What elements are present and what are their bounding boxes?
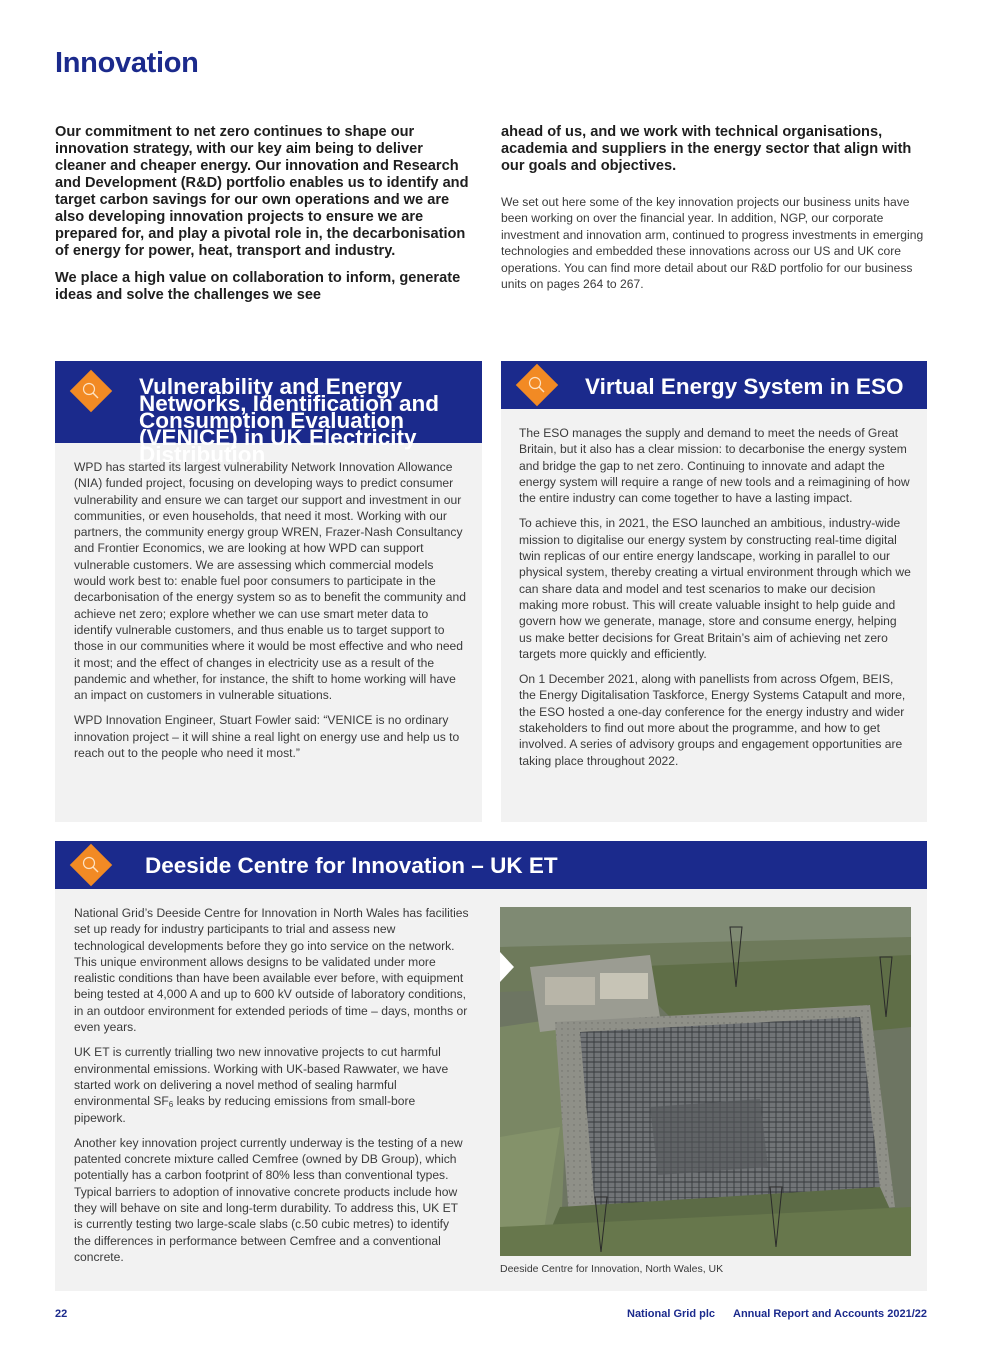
- page-number: 22: [55, 1308, 68, 1320]
- magnifier-icon: [69, 369, 113, 413]
- subscript-six: 6: [168, 1100, 174, 1110]
- venice-paragraph-2: WPD Innovation Engineer, Stuart Fowler said: “VENICE is no ordinary innovation project – it will shine a real light on energy use and help us to reach out to the people who need it most.”: [74, 713, 460, 761]
- eso-card-body: [519, 425, 911, 769]
- intro-lead-continuation: ahead of us, and we work with technical organisations, academia and suppliers in the energy sector that align with our goals and objectives.: [501, 124, 912, 174]
- photo-caption: Deeside Centre for Innovation, North Wales, UK: [500, 1263, 724, 1275]
- venice-card-title: Vulnerability and Energy Networks, Identification and Consumption Evaluation (VENICE) in UK Electricity Distribution: [139, 374, 440, 467]
- deeside-card-title: Deeside Centre for Innovation – UK ET: [145, 853, 558, 878]
- intro-right-column: [501, 124, 931, 292]
- deeside-paragraph-2-start: UK ET is currently trialling two new innovative projects to cut harmful environmental emissions. Working with UK-based Rawwater, we have started work on delivering a novel method of sealing harmful environmental SF: [74, 1045, 449, 1109]
- magnifier-icon: [515, 363, 559, 407]
- venice-card-header: [55, 361, 482, 467]
- footer-report-title: Annual Report and Accounts 2021/22: [733, 1308, 927, 1320]
- eso-paragraph-1: The ESO manages the supply and demand to meet the needs of Great Britain, but it also has a clear mission: to decarbonise the energy system and bridge the gap to net zero. Continuing to innovate and adapt the energy system will require a range of new tools and a reimagining of how the entire industry can come together to have a lasting impact.: [519, 426, 910, 506]
- footer-company: National Grid plc: [627, 1308, 716, 1320]
- eso-paragraph-3: On 1 December 2021, along with panellists from across Ofgem, BEIS, the Energy Digitalisation Taskforce, Energy Systems Catapult and more, the ESO hosted a one-day conference for the energy industry and wider stakeholders to find out more about the programme, and how to get involved. A series of advisory groups and engagement opportunities are taking place throughout 2022.: [519, 672, 906, 768]
- eso-paragraph-2: To achieve this, in 2021, the ESO launched an ambitious, industry-wide mission to digitalise our energy system by constructing real-time digital twin replicas of our entire energy landscape, working in parallel to our physical system, thereby creating a virtual environment through which we can share data and model and test scenarios to make our decision making more robust. This will create valuable insight to help guide and govern how we generate, manage, store and consume energy, helping us make better decisions for Great Britain’s aim of achieving net zero targets more quickly and efficiently.: [519, 516, 911, 661]
- intro-body-paragraph: We set out here some of the key innovation projects our business units have been working on over the financial year. In addition, NGP, our corporate investment and innovation arm, continued to progress investments in emerging technologies and embedded these innovations across our US and UK core operations. You can find more detail about our R&D portfolio for our business units on pages 264 to 267.: [501, 195, 924, 292]
- eso-card: [501, 361, 927, 822]
- eso-card-header: [501, 361, 927, 409]
- intro-left-column: [55, 124, 475, 304]
- deeside-aerial-photo: [500, 907, 911, 1256]
- intro-lead-paragraph: Our commitment to net zero continues to shape our innovation strategy, with our key aim being to deliver cleaner and cheaper energy. Our innovation and Research and Development (R&D) portfolio enables us to identify and target carbon savings for our own operations and we are also developing innovation projects to ensure we are prepared for, and play a pivotal role in, the decarbonisation of energy for power, heat, transport and industry.: [55, 124, 469, 259]
- intro-lead-paragraph-2: We place a high value on collaboration to inform, generate ideas and solve the challenges we see: [55, 270, 461, 303]
- eso-card-title: Virtual Energy System in ESO: [585, 374, 904, 399]
- magnifier-icon: [69, 843, 113, 887]
- deeside-card-header: [55, 841, 927, 889]
- footer-report-info: [627, 1308, 927, 1320]
- venice-card-body: [74, 459, 466, 761]
- venice-paragraph-1: WPD has started its largest vulnerability Network Innovation Allowance (NIA) funded project, focusing on developing ways to predict consumer vulnerability and ensure we can target our support and investment in our communities, or even households, that need it most. Working with our partners, the community energy group WREN, Frazer-Nash Consultancy and Frontier Economics, we are looking at how WPD can support vulnerable customers. We are assessing which commercial models would work best to: enable fuel poor consumers to participate in the decarbonisation of the energy system so as to benefit the community and achieve net zero; explore whether we can use smart meter data to identify vulnerable customers, and thus enable us to target support to those in our communities where it would be most effective and who need it most; and the effect of changes in electricity use as a result of the pandemic and whether, for instance, the shift to home working will have an impact on customers in vulnerable situations.: [74, 460, 466, 703]
- deeside-paragraph-3: Another key innovation project currently underway is the testing of a new patented concrete mixture called Cemfree (owned by DB Group), which potentially has a carbon footprint of 80% less than conventional types. Typical barriers to adoption of innovative concrete products include how they will behave on site and long-term durability. To address this, UK ET is currently testing two large-scale slabs (c.50 cubic metres) to identify the differences in performance between Cemfree and a conventional concrete.: [74, 1135, 463, 1264]
- page-title: Innovation: [55, 47, 199, 79]
- deeside-card-body: [74, 905, 469, 1265]
- deeside-paragraph-1: National Grid’s Deeside Centre for Innovation in North Wales has facilities set up ready for industry participants to trial and assess new technological developments before they go into service on the network. This unique environment allows designs to be validated under more realistic conditions than have been available ever before, with equipment being tested at 4,000 A and up to 600 kV outside of laboratory conditions, in an outdoor environment for extended periods of time – days, months or even years.: [74, 906, 469, 1035]
- venice-card: [55, 361, 482, 822]
- deeside-paragraph-2: [74, 1044, 469, 1125]
- deeside-paragraph-2-end: leaks by reducing emissions from small-bore pipework.: [74, 1094, 416, 1125]
